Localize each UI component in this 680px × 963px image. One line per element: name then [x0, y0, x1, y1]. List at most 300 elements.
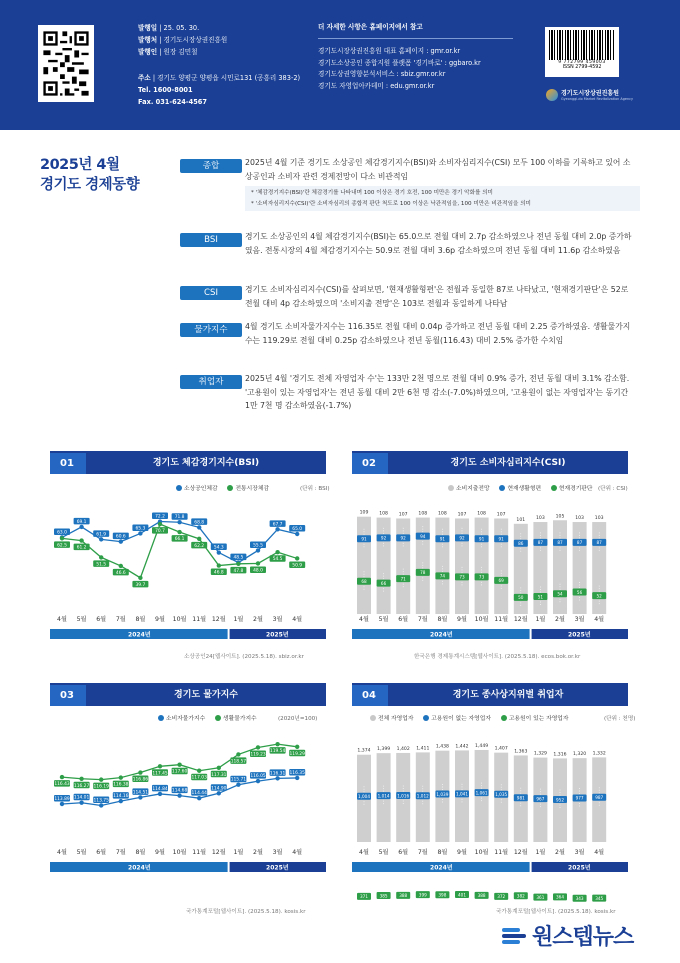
month-tick-label: 12월 [513, 849, 528, 856]
year-label: 2024년 [128, 864, 151, 872]
data-point [99, 803, 103, 807]
data-label: 114.68 [171, 788, 188, 794]
data-label: 51.5 [96, 562, 107, 568]
month-tick-label: 7월 [115, 849, 126, 856]
data-label: 91 [478, 536, 485, 542]
link-main[interactable]: 경기도시장상권진흥원 대표 홈페이지 : gmr.or.kr [318, 46, 461, 55]
link-edu[interactable]: 경기도 자영업아카데미 : edu.gmr.or.kr [318, 82, 435, 91]
data-label: 116.43 [54, 782, 70, 788]
price-text: 4월 경기도 소비자물가지수는 116.35로 전월 대비 0.04p 증가하고 전년 동월 대비 2.25 증가하였음. 생활물가지수는 119.29로 전월 대비 0.25p 감소하였으나 전년 동월(116.43) 대비 2.5% 증가한 수치임 [245, 322, 631, 345]
panel-number: 03 [50, 685, 86, 706]
data-point [197, 525, 201, 529]
data-label: 1,016 [397, 793, 410, 799]
data-label: 114.90 [211, 786, 227, 792]
bar-value-label: 1,402 [396, 746, 410, 752]
data-label: 371 [360, 894, 368, 900]
month-tick-label: 10월 [172, 616, 187, 623]
summary-text-block [235, 156, 635, 211]
qr-code[interactable] [38, 25, 94, 102]
price-text-block [235, 320, 635, 347]
link-sbiz[interactable]: 경기도상권영향분석서비스 : sbiz.gmr.or.kr [318, 70, 446, 79]
contact-info: 주소 | 경기도 양평군 양평읍 시민로131 (공흥리 383-2) Tel. 1600-8001 Fax. 031-624-4567 [138, 72, 300, 109]
month-tick-label: 2월 [555, 616, 565, 623]
month-tick-label: 6월 [398, 849, 409, 856]
bar [494, 518, 508, 614]
data-label: 68.8 [194, 520, 205, 526]
data-label: 116.31 [269, 771, 286, 777]
month-tick-label: 7월 [417, 849, 428, 856]
legend-dot-icon [423, 715, 429, 721]
source-employment: 국가통계포털[웹사이트]. (2025.5.18). kosis.kr [496, 909, 616, 915]
data-label: 345 [595, 895, 604, 901]
data-label: 60.6 [115, 534, 126, 540]
data-label: 119.54 [269, 749, 286, 755]
data-label: 55.5 [253, 543, 263, 549]
data-label: 372 [497, 894, 506, 900]
data-point [138, 531, 142, 535]
legend-label: 현재경기판단 [558, 486, 593, 492]
publication-info: 발행일 | 25. 05. 30. 발행처 | 경기도시장상권진흥원 발행인 | 원장 김민철 [138, 24, 228, 57]
data-point [60, 536, 64, 540]
panel-bsi-header [50, 451, 326, 474]
data-label: 343 [575, 896, 584, 902]
unit-bsi: (단위 : BSI) [300, 486, 330, 492]
data-label: 92 [380, 535, 387, 541]
bar-value-label: 103 [594, 516, 604, 522]
qr-code-image [41, 28, 91, 99]
month-tick-label: 6월 [96, 849, 107, 856]
data-label: 50 [518, 595, 524, 601]
data-point [119, 775, 123, 779]
tel: Tel. 1600-8001 [138, 86, 193, 95]
data-point [256, 779, 260, 783]
data-point [119, 799, 123, 803]
data-label: 117.03 [191, 775, 207, 781]
data-point [256, 561, 260, 565]
month-tick-label: 3월 [574, 849, 585, 856]
year-label: 2024년 [430, 864, 453, 872]
data-label: 118.57 [230, 759, 247, 765]
month-tick-label: 9월 [457, 616, 467, 623]
data-point [275, 742, 279, 746]
data-label: 113.75 [93, 798, 109, 804]
address-label: 주소 [138, 74, 151, 82]
data-point [256, 745, 260, 749]
bar-value-label: 108 [379, 511, 388, 517]
month-tick-label: 4월 [292, 616, 303, 623]
data-label: 61.9 [96, 532, 107, 538]
month-tick-label: 10월 [474, 616, 489, 623]
tag-price: 물가지수 [180, 323, 242, 337]
fax: Fax. 031-624-4567 [138, 98, 207, 107]
data-point [119, 539, 123, 543]
data-point [138, 770, 142, 774]
month-tick-label: 3월 [272, 849, 283, 856]
bullet-icon: • [235, 232, 240, 241]
legend-dot-icon [215, 715, 221, 721]
data-point [158, 792, 162, 796]
bar-value-label: 1,374 [357, 748, 371, 754]
month-tick-label: 8월 [437, 849, 448, 856]
bullet-icon: • [235, 285, 240, 294]
unit-employment: (단위 : 천명) [604, 716, 636, 722]
employment-chart [352, 724, 628, 902]
data-label: 69.1 [76, 519, 87, 525]
data-point [197, 769, 201, 773]
data-label: 114.51 [132, 790, 149, 796]
data-label: 117.60 [171, 769, 188, 775]
data-label: 74 [439, 573, 446, 579]
month-tick-label: 4월 [594, 616, 605, 623]
editor: 원장 김민철 [163, 48, 198, 57]
data-label: 1,014 [377, 793, 390, 799]
data-label: 71.8 [174, 515, 185, 521]
month-tick-label: 4월 [57, 616, 67, 623]
tag-employment: 취업자 [180, 375, 242, 389]
data-point [138, 795, 142, 799]
data-label: 70.7 [155, 529, 165, 535]
bar [533, 522, 547, 614]
data-label: 116.05 [250, 774, 266, 780]
data-point [79, 801, 83, 805]
bar-value-label: 1,329 [533, 751, 547, 757]
data-label: 73 [478, 574, 485, 580]
data-label: 68 [361, 579, 367, 585]
panel-employment-header [352, 683, 628, 706]
data-point [177, 530, 181, 534]
month-tick-label: 11월 [192, 616, 207, 623]
bar-value-label: 107 [496, 512, 506, 518]
bar-value-label: 1,438 [435, 744, 449, 750]
legend-label: 고용원이 있는 자영업자 [508, 716, 569, 722]
barcode-bars [549, 30, 615, 60]
bar-value-label: 101 [516, 517, 526, 523]
data-point [275, 776, 279, 780]
data-label: 54 [557, 591, 563, 597]
panel-number: 04 [352, 685, 388, 706]
legend-label: 소상공인체감 [184, 486, 218, 492]
data-label: 382 [516, 893, 525, 899]
month-tick-label: 1월 [233, 849, 244, 856]
data-label: 54.5 [272, 557, 283, 563]
data-label: 114.01 [73, 795, 90, 801]
bar-value-label: 1,449 [475, 743, 489, 749]
data-point [217, 766, 221, 770]
data-point [295, 556, 299, 560]
data-label: 116.19 [93, 784, 109, 790]
bar-value-label: 103 [575, 516, 584, 522]
data-label: 113.89 [54, 796, 70, 802]
data-label: 1,061 [475, 790, 488, 796]
bar-value-label: 1,320 [573, 752, 587, 758]
data-label: 73 [459, 574, 465, 580]
data-label: 52 [596, 593, 602, 599]
data-label: 92 [459, 535, 465, 541]
summary-text: 2025년 4월 기준 경기도 소상공인 체감경기지수(BSI)와 소비자심리지수(CSI) 모두 100 이하를 기록하고 있어 소상공인과 소비자 관련 경제전망이 다소 비관적임 [245, 158, 631, 181]
bullet-icon: • [235, 158, 240, 167]
data-point [138, 576, 142, 580]
tag-bsi: BSI [180, 233, 242, 247]
data-label: 1,004 [358, 794, 370, 800]
data-point [60, 802, 64, 806]
data-label: 69 [498, 578, 504, 584]
legend-label: 고용원이 없는 자영업자 [431, 716, 491, 722]
tag-csi: CSI [180, 286, 242, 300]
data-label: 87 [537, 540, 544, 546]
month-tick-label: 7월 [115, 616, 126, 623]
data-label: 50.9 [292, 563, 303, 569]
data-label: 91 [439, 536, 446, 542]
data-point [79, 525, 83, 529]
legend-csi [440, 483, 593, 492]
data-label: 114.16 [113, 794, 129, 800]
data-label: 87 [557, 540, 563, 546]
data-point [99, 777, 103, 781]
data-point [217, 791, 221, 795]
legend-label: 전통시장체감 [235, 486, 270, 492]
bar-value-label: 107 [398, 512, 408, 518]
data-label: 1,035 [495, 792, 508, 798]
bar-value-label: 1,411 [416, 746, 430, 752]
bar-value-label: 105 [555, 514, 565, 520]
data-label: 92 [400, 535, 406, 541]
month-tick-label: 2월 [253, 849, 263, 856]
csi-text: 경기도 소비자심리지수(CSI)를 살펴보면, '현재생활형편'은 전월과 동일한 87로 나타났고, '현재경기판단'은 52로 전월 대비 4p 감소하였으며 '소비지출 전망'은 103로 전월과 동일하게 나타남 [245, 285, 629, 308]
data-label: 46.6 [115, 570, 126, 576]
bar-value-label: 108 [477, 511, 486, 517]
panel-number: 01 [50, 453, 86, 474]
data-point [256, 548, 260, 552]
month-tick-label: 6월 [96, 616, 107, 623]
month-tick-label: 12월 [211, 616, 226, 623]
link-ggbaro[interactable]: 경기도소상공인 종합지원 플랫폼 '경기바로' : ggbaro.kr [318, 58, 481, 67]
data-label: 385 [379, 893, 388, 899]
bullet-icon: • [235, 322, 240, 331]
month-tick-label: 10월 [172, 849, 187, 856]
bar [377, 518, 391, 614]
month-tick-label: 8월 [135, 616, 146, 623]
legend-dot-icon [227, 485, 233, 491]
data-label: 94 [420, 533, 426, 539]
brand-mark-icon [502, 926, 528, 946]
year-label: 2024년 [430, 631, 453, 639]
data-point [158, 522, 162, 526]
source-bsi: 소상공인24[웹사이트]. (2025.5.18). sbiz.or.kr [184, 654, 304, 660]
publisher: 경기도시장상권진흥원 [163, 36, 228, 45]
data-point [60, 775, 64, 779]
data-label: 47.8 [233, 568, 244, 574]
month-tick-label: 6월 [398, 616, 409, 623]
month-tick-label: 9월 [457, 849, 467, 856]
bar-value-label: 1,363 [514, 749, 528, 755]
issue-date: 25. 05. 30. [163, 24, 200, 32]
source-csi: 한국은행 경제통계시스템[웹사이트]. (2025.5.18). ecos.bok.or.kr [414, 654, 581, 660]
data-label: 72.2 [155, 514, 165, 520]
data-point [217, 550, 221, 554]
data-label: 48.0 [253, 568, 263, 574]
bar [455, 518, 469, 614]
legend-label: 생활물가지수 [223, 716, 257, 722]
legend-label: 소비자물가지수 [166, 716, 206, 722]
page-title-line2: 경기도 경제동향 [40, 177, 140, 193]
data-point [158, 764, 162, 768]
data-label: 91 [498, 536, 504, 542]
data-point [295, 776, 299, 780]
data-point [197, 796, 201, 800]
month-tick-label: 12월 [513, 616, 528, 623]
bar [592, 522, 606, 614]
data-point [217, 563, 221, 567]
address: 경기도 양평군 양평읍 시민로131 (공흥리 383-2) [157, 74, 301, 82]
bullet-icon: • [235, 374, 240, 383]
legend-dot-icon [370, 715, 376, 721]
legend-label: 현재생활형편 [507, 486, 542, 492]
data-point [177, 763, 181, 767]
data-point [79, 777, 83, 781]
page-title [40, 155, 139, 195]
summary-notes [245, 186, 640, 211]
tag-summary: 종합 [180, 159, 242, 173]
data-point [177, 793, 181, 797]
data-label: 1,039 [436, 791, 449, 797]
data-label: 952 [556, 797, 564, 803]
csi-text-block [235, 283, 635, 310]
publisher-label: 발행처 [138, 36, 158, 45]
legend-employment [362, 713, 569, 722]
data-label: 56 [576, 589, 583, 595]
unit-csi: (단위 : CSI) [598, 486, 628, 492]
bsi-text-block [235, 230, 635, 257]
logo-sub: Gyeonggi-do Market Revitalization Agency [561, 97, 633, 101]
barcode [545, 27, 619, 77]
legend-dot-icon [448, 485, 454, 491]
panel-csi-header [352, 451, 628, 474]
logo-mark-icon [546, 89, 558, 101]
data-point [99, 537, 103, 541]
legend-price [150, 713, 257, 722]
legend-bsi [168, 483, 269, 492]
year-label: 2024년 [128, 631, 151, 639]
employment-text: 2025년 4월 '경기도 전체 자영업자 수'는 133만 2천 명으로 전월 대비 0.9% 증가, 전년 동월 대비 3.1% 감소함. '고용원이 있는 자영업자'는 전년 동월 대비 2만 6천 명 감소(-7.0%)하였으며, '고용원이 없는 자영업자'는 동기간 1만 7천 명 감소하였음(-1.7%) [245, 374, 630, 411]
month-tick-label: 4월 [359, 616, 369, 623]
note-csi: * '소비자심리지수(CSI)'란 소비자심리의 종합적 판단 척도로 100 이상은 낙관적임을, 100 미만은 비관적임을 의미 [251, 200, 531, 207]
month-tick-label: 5월 [76, 849, 87, 856]
panel-title: 경기도 체감경기지수(BSI) [86, 453, 326, 474]
page-title-line1: 2025년 4월 [40, 157, 120, 173]
data-label: 86 [518, 541, 524, 547]
data-point [236, 783, 240, 787]
month-tick-label: 1월 [233, 616, 244, 623]
bar-value-label: 1,407 [494, 746, 508, 752]
month-tick-label: 1월 [535, 849, 546, 856]
data-label: 398 [438, 892, 447, 898]
data-label: 388 [399, 893, 408, 899]
month-tick-label: 3월 [574, 616, 585, 623]
bar [553, 520, 567, 614]
editor-label: 발행인 [138, 48, 158, 57]
csi-chart [352, 494, 628, 644]
bar-value-label: 1,399 [377, 747, 391, 753]
data-label: 1,041 [456, 791, 468, 797]
issue-label: 발행일 [138, 24, 158, 32]
panel-title: 경기도 물가지수 [86, 685, 326, 706]
data-label: 62.5 [57, 543, 67, 549]
website-links [318, 22, 513, 93]
data-point [295, 745, 299, 749]
month-tick-label: 7월 [417, 616, 428, 623]
logo-text: 경기도시장상권진흥원 [561, 90, 619, 97]
data-label: 62.2 [194, 543, 205, 549]
legend-dot-icon [551, 485, 557, 491]
data-label: 399 [418, 892, 427, 898]
data-label: 115.71 [230, 777, 247, 783]
data-label: 65.0 [292, 527, 303, 532]
more-title: 더 자세한 사항은 홈페이지에서 참고 [318, 22, 513, 39]
data-label: 977 [575, 795, 584, 801]
legend-dot-icon [176, 485, 182, 491]
agency-logo [546, 88, 633, 101]
panel-price-header [50, 683, 326, 706]
bar-value-label: 108 [418, 511, 428, 517]
month-tick-label: 11월 [494, 616, 509, 623]
month-tick-label: 9월 [155, 849, 165, 856]
source-price: 국가통계포털[웹사이트]. (2025.5.18). kosis.kr [186, 909, 306, 915]
data-label: 51 [537, 594, 544, 600]
barcode-number: 9 772799 459003 [558, 60, 606, 65]
panel-title: 경기도 소비자심리지수(CSI) [388, 453, 628, 474]
data-label: 119.23 [250, 752, 266, 758]
data-label: 63.0 [57, 530, 67, 536]
data-label: 91 [361, 536, 367, 542]
month-tick-label: 5월 [378, 616, 389, 623]
month-tick-label: 4월 [292, 849, 303, 856]
bsi-chart [50, 494, 326, 644]
data-label: 71 [400, 576, 406, 582]
year-label: 2025년 [266, 864, 289, 872]
month-tick-label: 2월 [253, 616, 263, 623]
data-label: 401 [458, 892, 466, 898]
data-label: 116.38 [113, 782, 129, 788]
month-tick-label: 4월 [359, 849, 369, 856]
month-tick-label: 4월 [57, 849, 67, 856]
data-point [119, 564, 123, 568]
month-tick-label: 5월 [378, 849, 389, 856]
bar-value-label: 107 [457, 512, 467, 518]
data-label: 48.5 [233, 555, 244, 561]
data-label: 78 [420, 570, 426, 576]
data-label: 66 [380, 580, 387, 586]
footer-brand-text: 원스텝뉴스 [532, 925, 634, 950]
data-label: 117.31 [211, 772, 227, 778]
data-label: 116.86 [132, 777, 149, 783]
legend-label: 소비지출전망 [456, 486, 490, 492]
month-tick-label: 9월 [155, 616, 165, 623]
bar-value-label: 1,332 [592, 751, 606, 757]
data-label: 388 [477, 893, 486, 899]
data-label: 119.29 [289, 751, 305, 757]
bar-value-label: 109 [359, 510, 369, 516]
bar-value-label: 103 [536, 516, 545, 522]
bar-value-label: 1,316 [553, 752, 567, 758]
data-label: 117.45 [152, 771, 168, 777]
month-tick-label: 2월 [555, 849, 565, 856]
data-point [99, 555, 103, 559]
data-point [197, 537, 201, 541]
month-tick-label: 1월 [535, 616, 546, 623]
month-tick-label: 11월 [494, 849, 509, 856]
data-label: 114.84 [152, 786, 168, 792]
bsi-text: 경기도 소상공인의 4월 체감경기지수(BSI)는 65.0으로 전월 대비 2.7p 감소하였으나 전년 동월 대비 2.0p 증가하였음. 전통시장의 4월 체감경기지수는 50.9로 전월 대비 3.6p 감소하였으며 전년 동월 대비 11.6p 감소하였음 [245, 232, 632, 255]
